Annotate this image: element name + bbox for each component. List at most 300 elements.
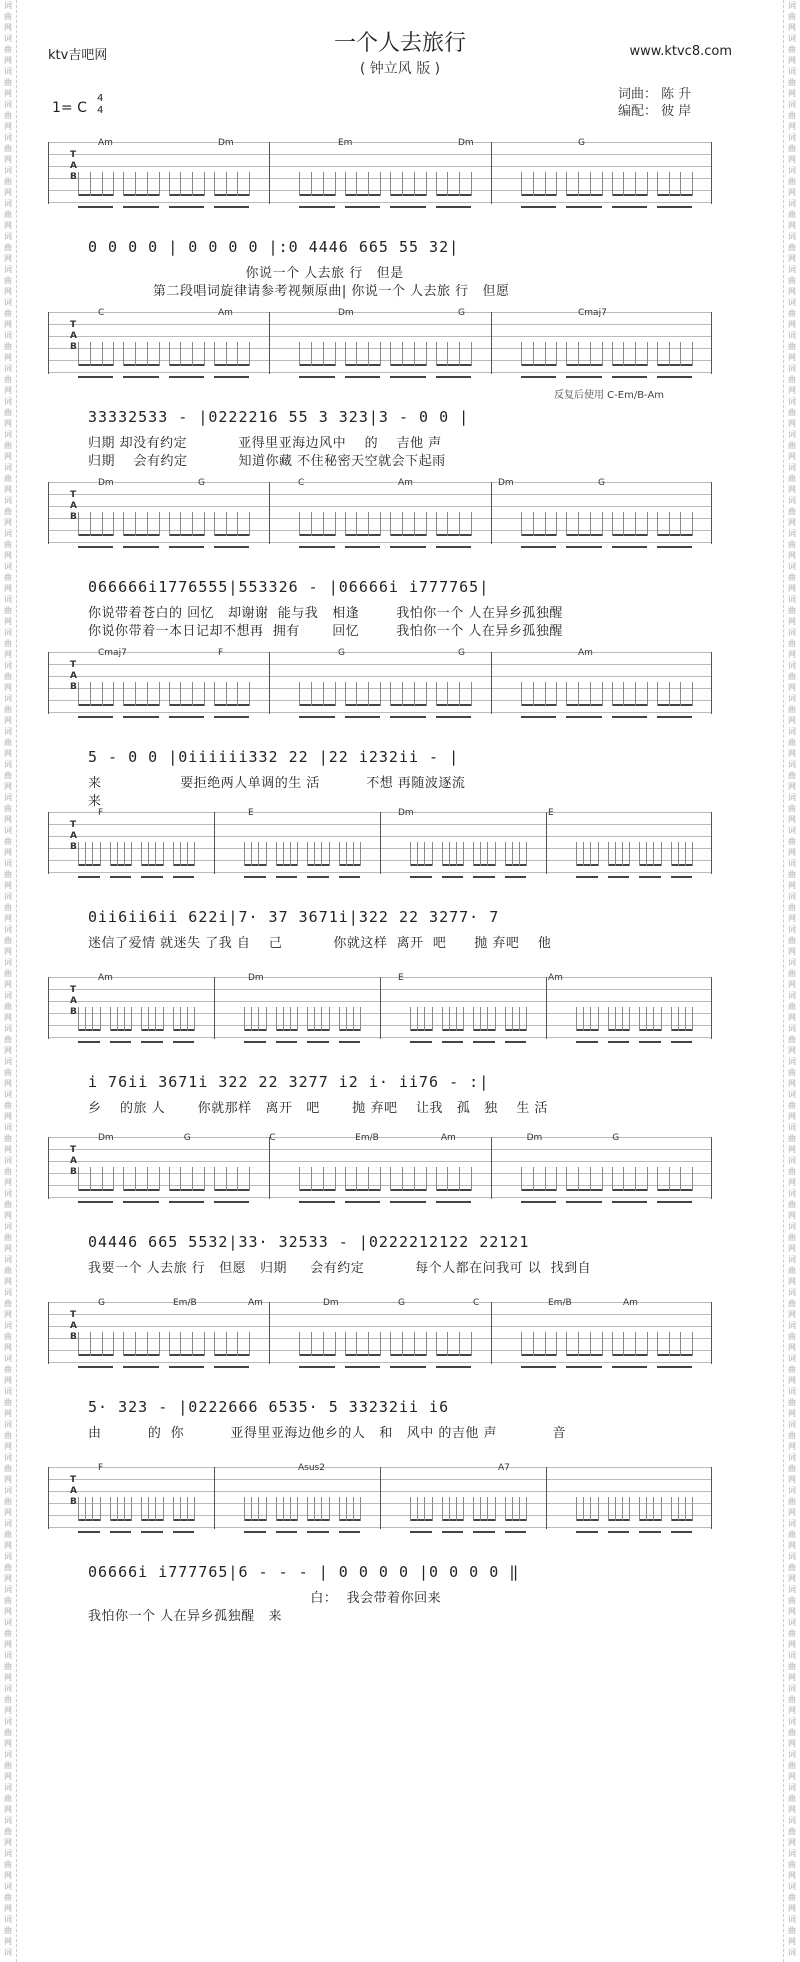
rhythm-beam [345,1354,381,1368]
note-stem [356,1167,357,1191]
rhythm-beam [390,1189,426,1203]
note-stem [436,1332,437,1356]
chord-label: Am [548,973,563,983]
note-stem [692,172,693,196]
lyric-line-1: 迷信了爱情 就迷失 了我 自 己 你就这样 离开 吧 抛 弃吧 他 [88,936,552,951]
margin-char: 网 [788,1739,796,1748]
rhythm-beam [214,534,249,548]
margin-char: 网 [4,386,12,395]
rhythm-beam [436,1189,472,1203]
note-stem [622,1007,623,1031]
rhythm-beam [169,704,204,718]
note-stem [521,512,522,536]
margin-char: 网 [4,947,12,956]
margin-char: 词 [4,1519,12,1528]
rhythm-beam [110,864,132,878]
rhythm-beam [345,364,381,378]
rhythm-beam [612,534,647,548]
note-stem [180,1332,181,1356]
note-stem [380,1167,381,1191]
rhythm-beam [123,364,158,378]
note-stem [417,1007,418,1031]
note-stem [258,842,259,866]
note-stem [163,1007,164,1031]
margin-char: 曲 [4,276,12,285]
rhythm-beam [339,864,361,878]
bar-line [491,1137,492,1199]
note-stem [471,172,472,196]
margin-char: 曲 [4,1497,12,1506]
bar-line [491,312,492,374]
margin-char: 网 [788,1343,796,1352]
note-stem [463,1497,464,1521]
margin-char: 曲 [788,1464,796,1473]
rhythm-beam [566,364,601,378]
margin-char: 词 [788,1552,796,1561]
note-stem [533,1167,534,1191]
margin-char: 词 [788,1948,796,1957]
margin-char: 网 [4,1541,12,1550]
note-stem [155,1007,156,1031]
margin-char: 网 [788,848,796,857]
margin-char: 网 [4,287,12,296]
arranger-credit: 编配： 彼 岸 [618,104,692,119]
margin-char: 词 [788,1750,796,1759]
note-stem [283,1007,284,1031]
rhythm-beam [299,1354,335,1368]
rhythm-beam [612,1189,647,1203]
note-stem [78,1332,79,1356]
rhythm-beam [78,1029,100,1043]
note-stem [90,342,91,366]
margin-char: 曲 [788,1299,796,1308]
margin-char: 网 [4,848,12,857]
rhythm-beam [244,1029,266,1043]
note-stem [123,682,124,706]
lyric-line-2: 第二段唱词旋律请参考视频原曲| 你说一个 人去旅 行 但愿 [88,284,510,299]
margin-char: 曲 [4,1134,12,1143]
margin-char: 曲 [4,1596,12,1605]
lyric-line-1: 你说一个 人去旅 行 但是 [88,266,404,281]
note-stem [380,342,381,366]
rhythm-beam [576,1519,598,1533]
note-stem [566,682,567,706]
jianpu-notes: 04446 665 5532|33· 32533 - |0222212122 22121 [88,1233,530,1251]
tab-string-line [48,676,712,677]
chord-label: Dm [248,973,264,983]
chord-label: Dm [498,478,514,488]
rhythm-beam [576,1029,598,1043]
tab-string-line [48,494,712,495]
note-stem [135,1332,136,1356]
note-stem [533,1332,534,1356]
margin-char: 网 [788,1640,796,1649]
note-stem [329,1497,330,1521]
rhythm-beam [214,704,249,718]
margin-char: 词 [4,892,12,901]
margin-char: 词 [4,826,12,835]
margin-char: 曲 [4,45,12,54]
margin-char: 曲 [4,738,12,747]
note-stem [635,512,636,536]
note-stem [657,1167,658,1191]
margin-char: 网 [4,1475,12,1484]
chord-label: Am [398,478,413,488]
margin-char: 词 [788,1585,796,1594]
note-stem [590,1332,591,1356]
margin-char: 网 [788,1277,796,1286]
note-stem [78,1497,79,1521]
rhythm-beam [299,194,335,208]
margin-char: 网 [4,221,12,230]
margin-char: 词 [4,628,12,637]
note-stem [135,512,136,536]
note-stem [635,682,636,706]
note-stem [417,842,418,866]
lyric-line-1: 你说带着苍白的 回忆 却谢谢 能与我 相逢 我怕你一个 人在异乡孤独醒 [88,606,563,621]
margin-char: 词 [4,1717,12,1726]
note-stem [323,342,324,366]
note-stem [647,172,648,196]
note-stem [505,1497,506,1521]
margin-char: 词 [4,1948,12,1957]
note-stem [187,842,188,866]
margin-char: 曲 [788,1233,796,1242]
note-stem [335,1332,336,1356]
margin-char: 词 [4,1156,12,1165]
margin-char: 网 [788,551,796,560]
margin-char: 词 [4,496,12,505]
margin-char: 网 [788,1838,796,1847]
margin-char: 曲 [788,1134,796,1143]
margin-char: 网 [788,1178,796,1187]
margin-char: 网 [4,1079,12,1088]
note-stem [685,842,686,866]
tab-clef: T A B [70,660,77,692]
note-stem [192,1332,193,1356]
rhythm-beam [141,1519,163,1533]
margin-char: 曲 [4,1794,12,1803]
note-stem [447,1167,448,1191]
note-stem [647,342,648,366]
note-stem [653,1007,654,1031]
note-stem [519,1497,520,1521]
margin-char: 词 [4,529,12,538]
score-system [48,1125,712,1305]
margin-char: 网 [4,320,12,329]
note-stem [685,1497,686,1521]
note-stem [459,342,460,366]
rhythm-beam [214,1354,249,1368]
margin-char: 曲 [788,276,796,285]
tab-string-line [48,142,712,143]
note-stem [545,512,546,536]
note-stem [583,1497,584,1521]
chord-label: Dm [98,1133,114,1143]
margin-char: 词 [788,958,796,967]
margin-char: 网 [788,320,796,329]
note-stem [169,512,170,536]
bar-line [48,312,49,374]
note-stem [159,342,160,366]
margin-char: 网 [788,23,796,32]
margin-char: 曲 [788,177,796,186]
margin-char: 网 [4,881,12,890]
margin-char: 曲 [4,969,12,978]
note-stem [346,1497,347,1521]
chord-label: Dm [458,138,474,148]
rhythm-beam [307,864,329,878]
bar-line [269,1302,270,1364]
margin-char: 网 [4,1310,12,1319]
note-stem [505,842,506,866]
jianpu-notes: 066666i1776555|553326 - |06666i i777765| [88,578,490,596]
rhythm-beam [141,1029,163,1043]
note-stem [214,342,215,366]
note-stem [678,1007,679,1031]
rhythm-beam [436,194,472,208]
note-stem [623,1332,624,1356]
margin-char: 词 [788,1,796,10]
margin-char: 词 [788,1882,796,1891]
margin-char: 曲 [788,870,796,879]
margin-char: 网 [4,1244,12,1253]
margin-char: 曲 [4,441,12,450]
margin-char: 曲 [4,606,12,615]
note-stem [237,172,238,196]
rhythm-beam [123,704,158,718]
site-name: ktv吉吧网 [48,48,108,63]
note-stem [685,1007,686,1031]
note-stem [356,682,357,706]
lyric-line-2: 我怕你一个 人在异乡孤独醒 来 [88,1609,283,1624]
margin-char: 词 [4,397,12,406]
time-signature [97,93,103,117]
note-stem [353,1007,354,1031]
note-stem [678,842,679,866]
margin-char: 词 [4,661,12,670]
margin-char: 网 [788,287,796,296]
margin-char: 网 [4,89,12,98]
margin-char: 曲 [788,1728,796,1737]
margin-char: 网 [788,56,796,65]
note-stem [426,1332,427,1356]
note-stem [180,682,181,706]
bar-line [711,812,712,874]
rhythm-beam [307,1029,329,1043]
margin-char: 词 [4,793,12,802]
note-stem [90,172,91,196]
note-stem [204,1167,205,1191]
site-url[interactable]: www.ktvc8.com [629,44,732,59]
margin-char: 曲 [788,507,796,516]
bar-line [711,142,712,204]
margin-char: 词 [788,1486,796,1495]
margin-char: 网 [4,617,12,626]
margin-char: 曲 [4,474,12,483]
rhythm-beam [657,364,692,378]
rhythm-beam [576,864,598,878]
note-stem [512,842,513,866]
tab-string-line [48,1314,712,1315]
margin-char: 词 [4,1420,12,1429]
margin-char: 词 [4,958,12,967]
chord-label: F [98,1463,104,1473]
margin-char: 曲 [788,1530,796,1539]
margin-char: 曲 [788,78,796,87]
margin-char: 网 [788,1145,796,1154]
rhythm-beam [671,864,693,878]
note-stem [590,172,591,196]
note-stem [147,1332,148,1356]
margin-char: 曲 [4,1431,12,1440]
note-stem [78,342,79,366]
rhythm-beam [214,364,249,378]
tab-string-line [48,652,712,653]
note-stem [556,172,557,196]
note-stem [180,512,181,536]
note-stem [629,1007,630,1031]
margin-char: 网 [788,386,796,395]
note-stem [646,1007,647,1031]
tab-staff [48,808,712,884]
rhythm-beam [390,1354,426,1368]
note-stem [329,1007,330,1031]
note-stem [187,1497,188,1521]
rhythm-beam [473,1519,495,1533]
note-stem [85,842,86,866]
note-stem [380,172,381,196]
chord-label: C [473,1298,480,1308]
note-stem [661,1007,662,1031]
note-stem [251,1007,252,1031]
margin-char: 网 [788,584,796,593]
left-margin-line [16,0,17,1962]
rhythm-beam [345,534,381,548]
tab-string-line [48,1302,712,1303]
note-stem [436,172,437,196]
margin-char: 曲 [788,1398,796,1407]
chord-label: Am [98,973,113,983]
rhythm-beam [521,194,556,208]
rhythm-beam [505,1519,527,1533]
rhythm-beam [78,364,113,378]
margin-char: 曲 [4,111,12,120]
note-stem [480,842,481,866]
tab-string-line [48,1149,712,1150]
note-stem [598,1497,599,1521]
margin-char: 曲 [788,540,796,549]
note-stem [459,682,460,706]
margin-char: 网 [4,1805,12,1814]
margin-char: 网 [4,1640,12,1649]
margin-char: 网 [788,1475,796,1484]
note-stem [356,342,357,366]
note-stem [612,342,613,366]
note-stem [598,842,599,866]
note-stem [456,1007,457,1031]
margin-char: 曲 [4,1530,12,1539]
note-stem [495,1497,496,1521]
margin-char: 词 [788,529,796,538]
margin-char: 曲 [788,771,796,780]
note-stem [578,1167,579,1191]
margin-char: 词 [4,1684,12,1693]
note-stem [214,682,215,706]
note-stem [583,1007,584,1031]
note-stem [576,842,577,866]
note-stem [345,1167,346,1191]
score-system [48,640,712,820]
margin-char: 网 [788,1046,796,1055]
margin-char: 词 [4,1321,12,1330]
rhythm-beam [505,1029,527,1043]
chord-label: C [298,478,305,488]
note-stem [360,1007,361,1031]
margin-char: 词 [4,1288,12,1297]
note-stem [680,1167,681,1191]
note-stem [680,682,681,706]
note-stem [578,1332,579,1356]
rhythm-beam [521,534,556,548]
note-stem [608,1497,609,1521]
note-stem [612,1167,613,1191]
tab-staff [48,478,712,554]
margin-char: 网 [788,353,796,362]
note-stem [447,512,448,536]
margin-char: 网 [788,452,796,461]
margin-char: 网 [4,1508,12,1517]
chord-label: Asus2 [298,1463,325,1473]
note-stem [214,172,215,196]
margin-char: 词 [788,1651,796,1660]
note-stem [521,342,522,366]
note-stem [426,1167,427,1191]
note-stem [249,682,250,706]
note-stem [533,172,534,196]
note-stem [545,342,546,366]
note-stem [368,512,369,536]
margin-char: 词 [788,694,796,703]
note-stem [299,1167,300,1191]
note-stem [346,842,347,866]
note-stem [622,842,623,866]
note-stem [102,512,103,536]
note-stem [521,1167,522,1191]
margin-char: 网 [4,1442,12,1451]
note-stem [692,342,693,366]
note-stem [576,1007,577,1031]
note-stem [321,842,322,866]
rhythm-beam [214,194,249,208]
margin-char: 曲 [4,507,12,516]
rhythm-beam [521,364,556,378]
chord-label: Em [338,138,353,148]
rhythm-beam [173,1029,195,1043]
note-stem [237,512,238,536]
chord-label: Em/B [548,1298,572,1308]
note-stem [204,682,205,706]
note-stem [297,842,298,866]
note-stem [424,1007,425,1031]
rhythm-beam [521,1354,556,1368]
margin-char: 曲 [4,309,12,318]
margin-char: 词 [788,1915,796,1924]
note-stem [249,1332,250,1356]
note-stem [692,512,693,536]
rhythm-beam [141,864,163,878]
rhythm-beam [276,1519,298,1533]
